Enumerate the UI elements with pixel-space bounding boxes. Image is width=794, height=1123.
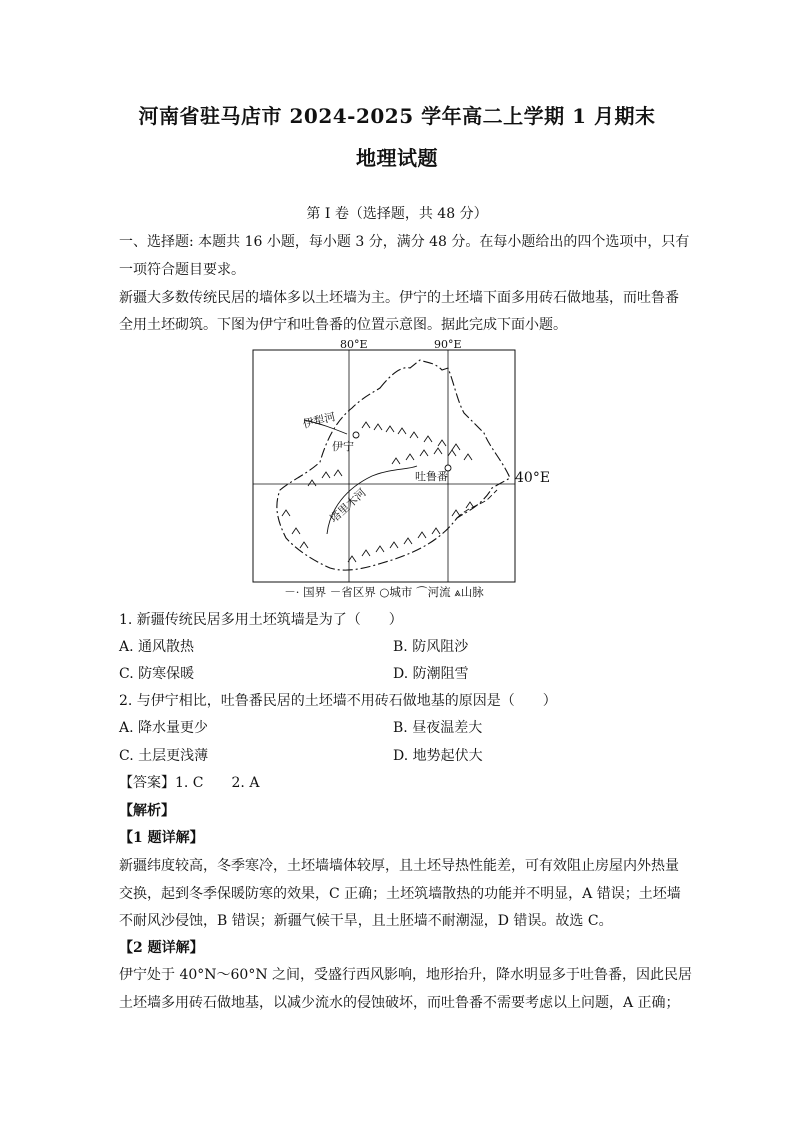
instructions-line-2: 一项符合题目要求。 <box>119 262 245 278</box>
tarim-river <box>327 466 417 534</box>
yining-label: 伊宁 <box>332 440 354 453</box>
detail-2-label: 【2 题详解】 <box>119 940 204 956</box>
detail-1-label: 【1 题详解】 <box>119 830 204 846</box>
passage-line-2: 全用土坯砌筑。下图为伊宁和吐鲁番的位置示意图。据此完成下面小题。 <box>119 317 567 333</box>
province-border <box>457 490 497 518</box>
question-2-option-d: D. 地势起伏大 <box>393 748 483 764</box>
question-1-option-b: B. 防风阻沙 <box>393 639 469 655</box>
analysis-label: 【解析】 <box>119 803 175 819</box>
answer-line: 【答案】1. C 2. A <box>119 775 260 791</box>
lon-label-90: 90°E <box>434 338 462 351</box>
yining-city-marker <box>353 432 359 438</box>
tarim-river-label: 塔里木河 <box>327 486 369 526</box>
detail-1-line-1: 新疆纬度较高，冬季寒冷，土坯墙墙体较厚，且土坯导热性能差，可有效阻止房屋内外热量 <box>119 858 679 874</box>
question-2-stem: 2. 与伊宁相比，吐鲁番民居的土坯墙不用砖石做地基的原因是（ ） <box>119 693 557 709</box>
map-legend: －· 国界 －省区界 ○城市 ⌒河流 ⩓山脉 <box>284 585 484 599</box>
lat-label-40: 40°E <box>515 470 551 486</box>
detail-1-line-2: 交换，起到冬季保暖防寒的效果，C 正确；土坯筑墙散热的功能并不明显，A 错误；土坯墙 <box>119 886 681 902</box>
document-title: 河南省驻马店市 2024-2025 学年高二上学期 1 月期末 <box>138 104 656 128</box>
section-heading: 第 I 卷（选择题，共 48 分） <box>306 206 488 222</box>
turpan-label: 吐鲁番 <box>415 470 448 483</box>
question-1-option-d: D. 防潮阻雪 <box>393 666 469 682</box>
yili-river-label: 伊犁河 <box>301 410 337 431</box>
question-1-option-c: C. 防寒保暖 <box>119 666 195 682</box>
document-subtitle: 地理试题 <box>356 146 438 170</box>
national-border <box>277 360 510 570</box>
lon-label-80: 80°E <box>340 338 368 351</box>
instructions-line-1: 一、选择题: 本题共 16 小题，每小题 3 分，满分 48 分。在每小题给出的四个选项中，只有 <box>119 234 690 250</box>
detail-2-line-2: 土坯墙多用砖石做地基，以减少流水的侵蚀破坏，而吐鲁番不需要考虑以上问题，A 正确； <box>119 995 680 1011</box>
detail-1-line-3: 不耐风沙侵蚀，B 错误；新疆气候干旱，且土胚墙不耐潮湿，D 错误。故选 C。 <box>119 913 613 929</box>
passage-line-1: 新疆大多数传统民居的墙体多以土坯墙为主。伊宁的土坯墙下面多用砖石做地基，而吐鲁番 <box>119 290 679 306</box>
detail-2-line-1: 伊宁处于 40°N～60°N 之间，受盛行西风影响，地形抬升，降水明显多于吐鲁番，因此民居 <box>119 967 693 983</box>
question-1-option-a: A. 通风散热 <box>119 639 195 655</box>
mountain-ranges <box>282 422 474 562</box>
question-2-option-c: C. 土层更浅薄 <box>119 748 209 764</box>
xinjiang-location-map <box>252 338 516 584</box>
question-2-option-a: A. 降水量更少 <box>119 720 209 736</box>
question-1-stem: 1. 新疆传统民居多用土坯筑墙是为了（ ） <box>119 612 403 628</box>
question-2-option-b: B. 昼夜温差大 <box>393 720 483 736</box>
